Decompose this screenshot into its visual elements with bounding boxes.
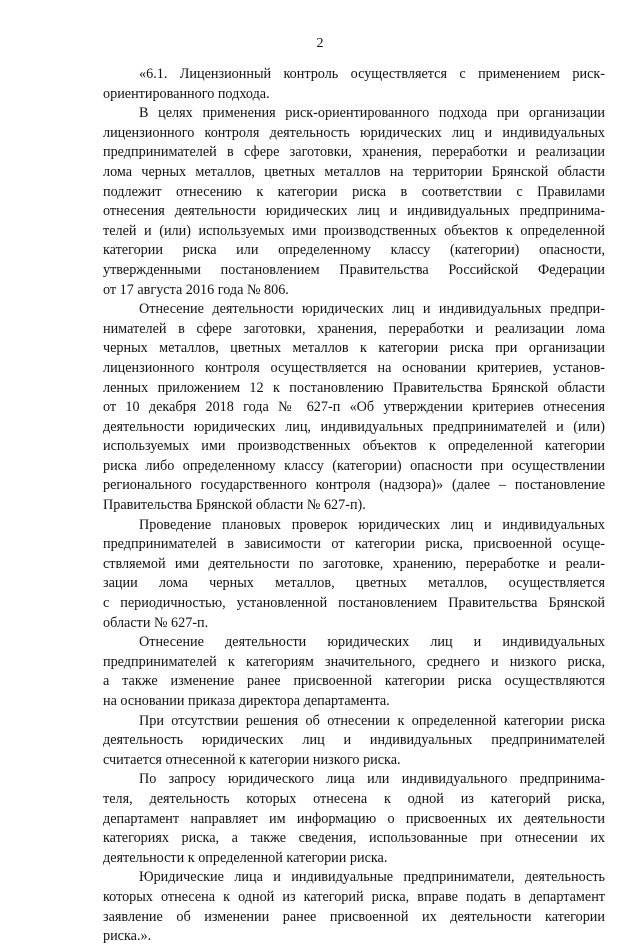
text-line: которых отнесена к одной из категорий риска, вправе подать в департамент (103, 888, 605, 905)
text-line: регионального государственного контроля (надзора)» (далее – постановление (103, 477, 605, 494)
text-line: считается отнесенной к категории низкого риска. (103, 751, 401, 768)
text-line: от 17 августа 2016 года № 806. (103, 281, 289, 298)
text-line: утвержденными постановлением Правительства Российской Федерации (103, 261, 605, 278)
text-line: теля, деятельность которых отнесена к одной из категорий риска, (103, 790, 605, 807)
text-line: деятельности юридических лиц, индивидуальных предпринимателей и (или) (103, 418, 605, 435)
text-line: предпринимателей в сфере заготовки, хранения, переработки и реализации (103, 144, 605, 161)
text-line: риска либо определенному классу (категории) опасности при осуществлении (103, 457, 605, 474)
text-line: лицензионного контроля осуществляется на основании критериев, установ- (103, 359, 605, 376)
text-line: зации лома черных металлов, цветных металлов, осуществляется (103, 575, 605, 592)
text-line: категориях риска, а также сведения, использованные при отнесении их (103, 830, 605, 847)
text-line: используемых ими производственных объектов к определенной категории (103, 438, 605, 455)
paragraph-risk-assignment (103, 633, 605, 711)
text-line: Отнесение деятельности юридических лиц и индивидуальных (139, 634, 605, 651)
text-line: лома черных металлов, цветных металлов на территории Брянской области (103, 163, 605, 180)
text-line: черных металлов, цветных металлов к категории риска при организации (103, 340, 605, 357)
paragraph-planned-inspections (103, 516, 605, 634)
text-line: риска.». (103, 928, 152, 945)
paragraph-information-request (103, 770, 605, 868)
text-line: заявление об изменении ранее присвоенной их деятельности категории (103, 908, 605, 925)
text-line: «6.1. Лицензионный контроль осуществляется с применением риск- (139, 66, 605, 82)
text-line: ствляемой ими деятельности по заготовке, хранению, переработке и реали- (103, 555, 605, 572)
text-line: от 10 декабря 2018 года № 627-п «Об утверждении критериев отнесения (103, 399, 605, 416)
text-line: отнесения деятельности юридических лиц и индивидуальных предпринима- (103, 203, 605, 220)
text-line: а также изменение ранее присвоенной категории риска осуществляются (103, 673, 605, 690)
text-line: В целях применения риск-ориентированного подхода при организации (139, 105, 605, 122)
paragraph-risk-criteria (103, 300, 605, 516)
text-line: деятельности к определенной категории риска. (103, 849, 388, 866)
text-line: деятельность юридических лиц и индивидуальных предпринимателей (103, 732, 605, 749)
page-number: 2 (316, 36, 324, 51)
document-body (103, 65, 605, 947)
text-line: Отнесение деятельности юридических лиц и индивидуальных предпри- (139, 301, 605, 318)
text-line: с периодичностью, установленной постановлением Правительства Брянской (103, 595, 605, 612)
text-line: подлежит отнесению к категории риска в соответствии с Правилами (103, 183, 605, 200)
text-line: лицензионного контроля деятельность юридических лиц и индивидуальных (103, 124, 605, 141)
text-line: Правительства Брянской области № 627-п). (103, 497, 366, 514)
text-line: Юридические лица и индивидуальные предприниматели, деятельность (139, 869, 605, 886)
text-line: категории риска или определенному классу (категории) опасности, (103, 242, 605, 259)
text-line: телей и (или) используемых ими производственных объектов к определенной (103, 222, 605, 239)
text-line: на основании приказа директора департамента. (103, 693, 390, 709)
text-line: предпринимателей к категориям значительного, среднего и низкого риска, (103, 653, 605, 670)
text-line: предпринимателей в зависимости от категории риска, присвоенной осуще- (103, 536, 605, 553)
text-line: При отсутствии решения об отнесении к определенной категории риска (139, 712, 605, 729)
text-line: ленных приложением 12 к постановлению Правительства Брянской области (103, 379, 605, 396)
text-line: департамент направляет им информацию о присвоенных их деятельности (103, 810, 605, 827)
text-line: области № 627-п. (103, 614, 209, 631)
paragraph-low-risk-default (103, 712, 605, 771)
paragraph-6-1 (103, 65, 605, 104)
text-line: Проведение плановых проверок юридических лиц и индивидуальных (139, 516, 605, 533)
paragraph-change-application (103, 868, 605, 946)
text-line: нимателей в сфере заготовки, хранения, переработки и реализации лома (103, 320, 605, 337)
paragraph-risk-approach (103, 104, 605, 300)
text-line: По запросу юридического лица или индивидуального предпринима- (139, 771, 605, 788)
text-line: ориентированного подхода. (103, 85, 270, 102)
